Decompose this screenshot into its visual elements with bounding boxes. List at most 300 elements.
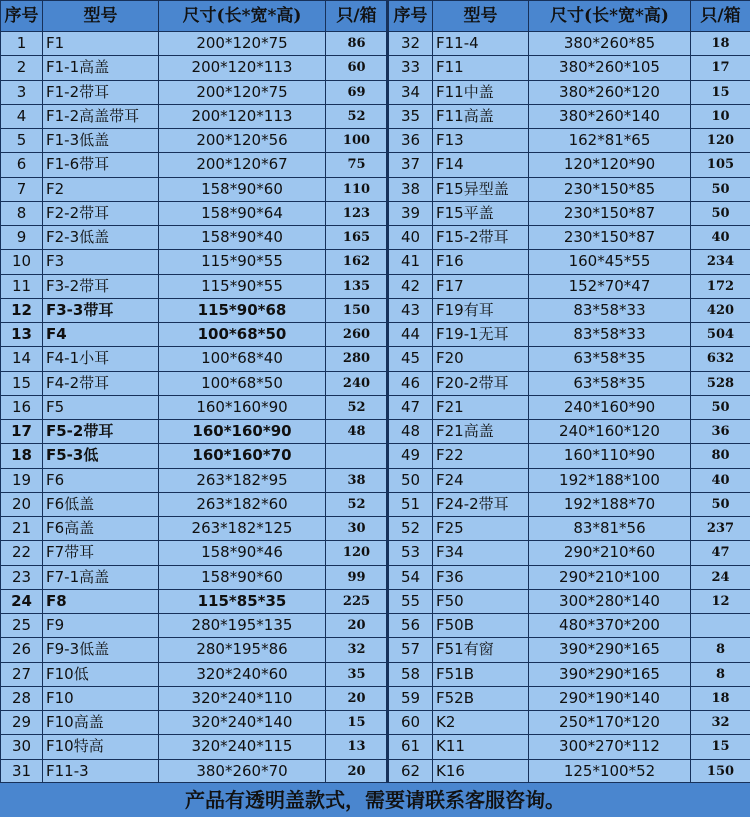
row-model: F3-3带耳: [43, 298, 159, 322]
table-row: [1, 614, 388, 638]
row-size: 263*182*60: [159, 492, 326, 516]
row-model: K11: [433, 735, 529, 759]
row-number: 25: [1, 614, 43, 638]
row-qty: 50: [691, 177, 750, 201]
row-qty: 48: [326, 420, 388, 444]
row-model: F6高盖: [43, 517, 159, 541]
row-model: F11-3: [43, 759, 159, 783]
row-number: 9: [1, 226, 43, 250]
row-size: 280*195*86: [159, 638, 326, 662]
table-row: [389, 56, 750, 80]
row-qty: 36: [691, 420, 750, 444]
row-qty: 50: [691, 395, 750, 419]
row-size: 263*182*95: [159, 468, 326, 492]
row-qty: 135: [326, 274, 388, 298]
row-number: 31: [1, 759, 43, 783]
row-size: 160*45*55: [529, 250, 691, 274]
row-size: 320*240*110: [159, 686, 326, 710]
table-row: [389, 444, 750, 468]
row-number: 7: [1, 177, 43, 201]
row-size: 160*110*90: [529, 444, 691, 468]
row-size: 200*120*75: [159, 32, 326, 56]
row-number: 44: [389, 323, 433, 347]
row-size: 125*100*52: [529, 759, 691, 783]
right-table: [388, 0, 750, 784]
table-row: [389, 129, 750, 153]
left-header-row: [1, 1, 388, 32]
table-row: [1, 541, 388, 565]
row-qty: 47: [691, 541, 750, 565]
table-row: [389, 274, 750, 298]
row-model: F19-1无耳: [433, 323, 529, 347]
row-qty: 52: [326, 395, 388, 419]
row-model: F5-2带耳: [43, 420, 159, 444]
row-qty: 150: [691, 759, 750, 783]
row-qty: 234: [691, 250, 750, 274]
row-number: 33: [389, 56, 433, 80]
row-size: 200*120*56: [159, 129, 326, 153]
row-number: 46: [389, 371, 433, 395]
row-model: F2-3低盖: [43, 226, 159, 250]
row-number: 22: [1, 541, 43, 565]
row-qty: 110: [326, 177, 388, 201]
table-row: [1, 298, 388, 322]
row-number: 19: [1, 468, 43, 492]
row-model: F8: [43, 589, 159, 613]
header-no: 序号: [389, 1, 433, 32]
row-model: F1-2高盖带耳: [43, 104, 159, 128]
row-model: F4-2带耳: [43, 371, 159, 395]
row-number: 48: [389, 420, 433, 444]
row-size: 290*210*60: [529, 541, 691, 565]
row-number: 13: [1, 323, 43, 347]
row-number: 36: [389, 129, 433, 153]
row-model: F4: [43, 323, 159, 347]
table-row: [389, 711, 750, 735]
row-number: 40: [389, 226, 433, 250]
row-size: 158*90*40: [159, 226, 326, 250]
row-number: 30: [1, 735, 43, 759]
left-table-body: [1, 32, 388, 784]
row-qty: 50: [691, 492, 750, 516]
table-row: [389, 177, 750, 201]
row-size: 162*81*65: [529, 129, 691, 153]
table-row: [1, 250, 388, 274]
row-model: F20-2带耳: [433, 371, 529, 395]
row-model: F7-1高盖: [43, 565, 159, 589]
row-size: 63*58*35: [529, 347, 691, 371]
table-row: [389, 201, 750, 225]
row-qty: 8: [691, 662, 750, 686]
row-qty: 32: [691, 711, 750, 735]
row-model: F11: [433, 56, 529, 80]
table-row: [1, 565, 388, 589]
table-row: [1, 347, 388, 371]
row-qty: 105: [691, 153, 750, 177]
table-row: [389, 468, 750, 492]
row-size: 300*270*112: [529, 735, 691, 759]
table-row: [389, 638, 750, 662]
row-size: 390*290*165: [529, 638, 691, 662]
row-number: 27: [1, 662, 43, 686]
table-row: [389, 614, 750, 638]
row-qty: 20: [326, 686, 388, 710]
row-size: 380*260*140: [529, 104, 691, 128]
row-model: F6低盖: [43, 492, 159, 516]
header-model: 型号: [43, 1, 159, 32]
row-number: 6: [1, 153, 43, 177]
row-model: F11-4: [433, 32, 529, 56]
row-qty: 632: [691, 347, 750, 371]
table-row: [1, 201, 388, 225]
table-row: [389, 153, 750, 177]
table-row: [389, 759, 750, 783]
row-number: 57: [389, 638, 433, 662]
row-size: 115*90*68: [159, 298, 326, 322]
row-model: F10特高: [43, 735, 159, 759]
row-model: F4-1小耳: [43, 347, 159, 371]
table-row: [1, 226, 388, 250]
table-row: [389, 80, 750, 104]
row-qty: 165: [326, 226, 388, 250]
table-row: [1, 711, 388, 735]
footer-note: 产品有透明盖款式，需要请联系客服咨询。: [0, 782, 750, 817]
row-model: F1: [43, 32, 159, 56]
row-size: 83*58*33: [529, 323, 691, 347]
table-row: [1, 104, 388, 128]
row-size: 192*188*100: [529, 468, 691, 492]
row-model: K16: [433, 759, 529, 783]
row-size: 380*260*105: [529, 56, 691, 80]
table-row: [1, 80, 388, 104]
row-number: 23: [1, 565, 43, 589]
row-size: 290*210*100: [529, 565, 691, 589]
row-qty: 38: [326, 468, 388, 492]
table-row: [389, 395, 750, 419]
row-number: 20: [1, 492, 43, 516]
row-model: F1-6带耳: [43, 153, 159, 177]
table-row: [1, 420, 388, 444]
row-number: 60: [389, 711, 433, 735]
row-qty: 15: [691, 80, 750, 104]
row-number: 8: [1, 201, 43, 225]
row-number: 50: [389, 468, 433, 492]
row-size: 115*85*35: [159, 589, 326, 613]
table-row: [389, 492, 750, 516]
table-row: [389, 517, 750, 541]
table-row: [389, 662, 750, 686]
row-number: 43: [389, 298, 433, 322]
row-model: F25: [433, 517, 529, 541]
row-size: 83*81*56: [529, 517, 691, 541]
row-model: F1-2带耳: [43, 80, 159, 104]
row-qty: 123: [326, 201, 388, 225]
row-qty: 12: [691, 589, 750, 613]
row-size: 380*260*70: [159, 759, 326, 783]
row-size: 158*90*64: [159, 201, 326, 225]
row-number: 15: [1, 371, 43, 395]
header-size: 尺寸(长*宽*高): [529, 1, 691, 32]
table-row: [389, 347, 750, 371]
row-model: F1-3低盖: [43, 129, 159, 153]
row-model: F9: [43, 614, 159, 638]
row-number: 41: [389, 250, 433, 274]
row-model: F50: [433, 589, 529, 613]
row-number: 35: [389, 104, 433, 128]
row-size: 200*120*113: [159, 56, 326, 80]
row-qty: 86: [326, 32, 388, 56]
row-model: F24: [433, 468, 529, 492]
table-row: [1, 492, 388, 516]
row-qty: 75: [326, 153, 388, 177]
table-row: [1, 444, 388, 468]
row-qty: 30: [326, 517, 388, 541]
row-qty: 99: [326, 565, 388, 589]
row-qty: [326, 444, 388, 468]
table-row: [1, 589, 388, 613]
row-qty: 18: [691, 32, 750, 56]
row-model: F17: [433, 274, 529, 298]
row-size: 63*58*35: [529, 371, 691, 395]
row-qty: 40: [691, 226, 750, 250]
row-qty: 13: [326, 735, 388, 759]
table-row: [1, 735, 388, 759]
row-model: F11中盖: [433, 80, 529, 104]
row-qty: 24: [691, 565, 750, 589]
row-model: F6: [43, 468, 159, 492]
row-number: 51: [389, 492, 433, 516]
row-qty: 120: [691, 129, 750, 153]
row-model: F3: [43, 250, 159, 274]
row-model: K2: [433, 711, 529, 735]
row-size: 263*182*125: [159, 517, 326, 541]
row-size: 390*290*165: [529, 662, 691, 686]
table-row: [389, 420, 750, 444]
row-size: 380*260*120: [529, 80, 691, 104]
row-number: 52: [389, 517, 433, 541]
row-model: F9-3低盖: [43, 638, 159, 662]
row-qty: 32: [326, 638, 388, 662]
row-qty: 8: [691, 638, 750, 662]
table-row: [1, 759, 388, 783]
row-number: 1: [1, 32, 43, 56]
row-model: F22: [433, 444, 529, 468]
table-row: [389, 371, 750, 395]
row-number: 29: [1, 711, 43, 735]
row-qty: [691, 614, 750, 638]
row-number: 18: [1, 444, 43, 468]
row-size: 380*260*85: [529, 32, 691, 56]
row-qty: 69: [326, 80, 388, 104]
row-model: F36: [433, 565, 529, 589]
table-row: [389, 104, 750, 128]
table-row: [1, 56, 388, 80]
row-number: 61: [389, 735, 433, 759]
row-number: 26: [1, 638, 43, 662]
header-size: 尺寸(长*宽*高): [159, 1, 326, 32]
table-row: [1, 468, 388, 492]
table-row: [389, 32, 750, 56]
row-model: F10高盖: [43, 711, 159, 735]
row-size: 115*90*55: [159, 274, 326, 298]
row-model: F3-2带耳: [43, 274, 159, 298]
row-model: F20: [433, 347, 529, 371]
row-model: F5: [43, 395, 159, 419]
row-size: 158*90*46: [159, 541, 326, 565]
table-row: [389, 541, 750, 565]
table-row: [389, 735, 750, 759]
row-qty: 15: [326, 711, 388, 735]
row-qty: 52: [326, 492, 388, 516]
table-row: [1, 323, 388, 347]
row-size: 230*150*87: [529, 226, 691, 250]
row-model: F50B: [433, 614, 529, 638]
row-number: 37: [389, 153, 433, 177]
table-row: [1, 129, 388, 153]
row-size: 280*195*135: [159, 614, 326, 638]
row-model: F34: [433, 541, 529, 565]
row-number: 5: [1, 129, 43, 153]
row-qty: 225: [326, 589, 388, 613]
row-size: 200*120*75: [159, 80, 326, 104]
header-no: 序号: [1, 1, 43, 32]
row-model: F7带耳: [43, 541, 159, 565]
row-size: 158*90*60: [159, 565, 326, 589]
row-qty: 15: [691, 735, 750, 759]
row-qty: 20: [326, 759, 388, 783]
row-model: F11高盖: [433, 104, 529, 128]
row-qty: 240: [326, 371, 388, 395]
row-qty: 237: [691, 517, 750, 541]
row-number: 21: [1, 517, 43, 541]
row-size: 152*70*47: [529, 274, 691, 298]
row-size: 100*68*50: [159, 371, 326, 395]
row-qty: 504: [691, 323, 750, 347]
table-row: [389, 686, 750, 710]
row-qty: 260: [326, 323, 388, 347]
row-model: F15异型盖: [433, 177, 529, 201]
row-size: 115*90*55: [159, 250, 326, 274]
row-qty: 35: [326, 662, 388, 686]
row-model: F21高盖: [433, 420, 529, 444]
row-model: F15-2带耳: [433, 226, 529, 250]
row-model: F14: [433, 153, 529, 177]
row-qty: 60: [326, 56, 388, 80]
row-size: 230*150*87: [529, 201, 691, 225]
row-model: F10: [43, 686, 159, 710]
row-qty: 80: [691, 444, 750, 468]
row-size: 480*370*200: [529, 614, 691, 638]
row-size: 160*160*70: [159, 444, 326, 468]
row-model: F2: [43, 177, 159, 201]
row-qty: 420: [691, 298, 750, 322]
right-header-row: [389, 1, 750, 32]
row-number: 47: [389, 395, 433, 419]
row-number: 3: [1, 80, 43, 104]
row-model: F19有耳: [433, 298, 529, 322]
row-qty: 528: [691, 371, 750, 395]
row-number: 55: [389, 589, 433, 613]
row-model: F52B: [433, 686, 529, 710]
row-number: 28: [1, 686, 43, 710]
row-number: 12: [1, 298, 43, 322]
row-model: F13: [433, 129, 529, 153]
table-row: [1, 371, 388, 395]
table-row: [1, 32, 388, 56]
row-model: F21: [433, 395, 529, 419]
row-number: 62: [389, 759, 433, 783]
row-number: 54: [389, 565, 433, 589]
row-qty: 17: [691, 56, 750, 80]
table-row: [1, 177, 388, 201]
row-number: 32: [389, 32, 433, 56]
row-size: 320*240*115: [159, 735, 326, 759]
row-size: 160*160*90: [159, 395, 326, 419]
row-number: 2: [1, 56, 43, 80]
row-size: 240*160*90: [529, 395, 691, 419]
row-size: 300*280*140: [529, 589, 691, 613]
row-qty: 162: [326, 250, 388, 274]
row-qty: 150: [326, 298, 388, 322]
row-size: 120*120*90: [529, 153, 691, 177]
row-model: F10低: [43, 662, 159, 686]
row-number: 39: [389, 201, 433, 225]
row-model: F51B: [433, 662, 529, 686]
table-row: [389, 323, 750, 347]
row-qty: 120: [326, 541, 388, 565]
row-model: F16: [433, 250, 529, 274]
row-number: 45: [389, 347, 433, 371]
row-qty: 100: [326, 129, 388, 153]
row-number: 16: [1, 395, 43, 419]
row-qty: 10: [691, 104, 750, 128]
row-size: 100*68*40: [159, 347, 326, 371]
row-qty: 172: [691, 274, 750, 298]
table-row: [389, 589, 750, 613]
row-size: 320*240*60: [159, 662, 326, 686]
row-size: 192*188*70: [529, 492, 691, 516]
row-qty: 50: [691, 201, 750, 225]
table-row: [1, 638, 388, 662]
row-model: F1-1高盖: [43, 56, 159, 80]
row-number: 56: [389, 614, 433, 638]
row-number: 53: [389, 541, 433, 565]
row-number: 4: [1, 104, 43, 128]
header-model: 型号: [433, 1, 529, 32]
row-number: 24: [1, 589, 43, 613]
row-qty: 280: [326, 347, 388, 371]
row-size: 290*190*140: [529, 686, 691, 710]
left-table: [0, 0, 388, 784]
row-size: 83*58*33: [529, 298, 691, 322]
table-row: [389, 226, 750, 250]
row-model: F24-2带耳: [433, 492, 529, 516]
row-model: F51有窗: [433, 638, 529, 662]
table-row: [1, 686, 388, 710]
table-row: [1, 395, 388, 419]
row-model: F5-3低: [43, 444, 159, 468]
row-qty: 20: [326, 614, 388, 638]
row-size: 250*170*120: [529, 711, 691, 735]
row-qty: 18: [691, 686, 750, 710]
row-qty: 40: [691, 468, 750, 492]
row-size: 240*160*120: [529, 420, 691, 444]
row-number: 10: [1, 250, 43, 274]
row-size: 158*90*60: [159, 177, 326, 201]
row-size: 230*150*85: [529, 177, 691, 201]
row-number: 17: [1, 420, 43, 444]
row-number: 58: [389, 662, 433, 686]
